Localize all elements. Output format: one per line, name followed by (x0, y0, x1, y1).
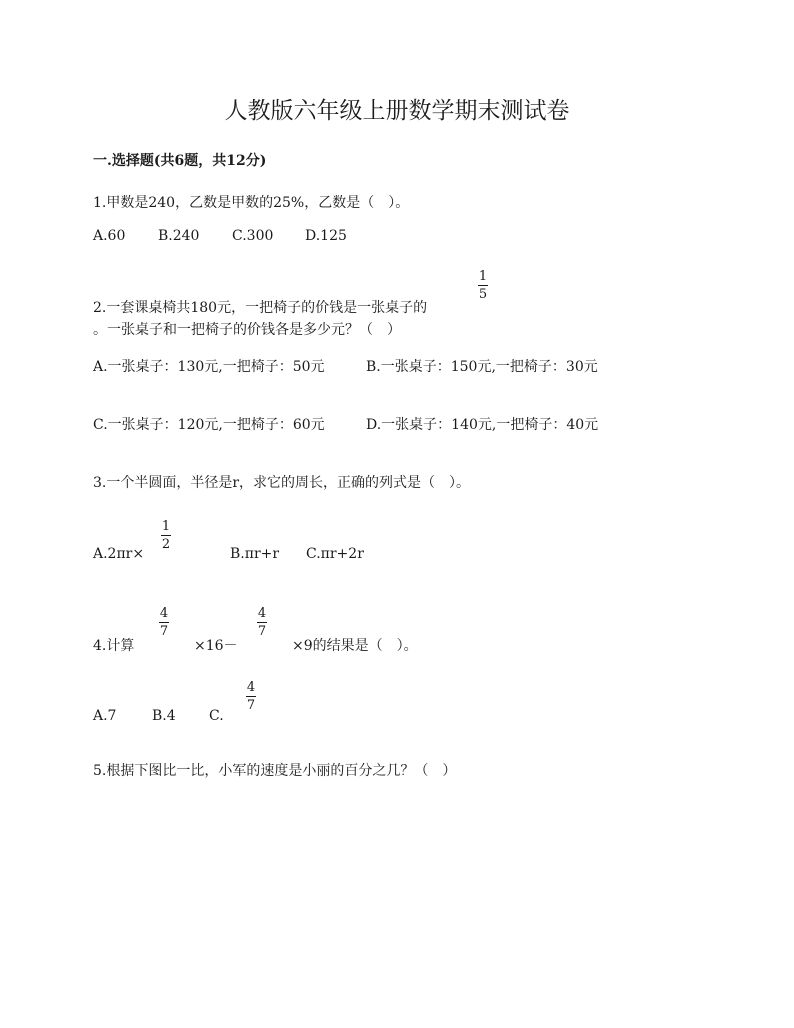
question-3-option-b: B.πr+r (230, 546, 280, 562)
question-4-option-a: A.7 (93, 708, 117, 724)
question-2-option-d: D.一张桌子：140元,一把椅子：40元 (366, 417, 599, 433)
question-4-option-c: C. (209, 708, 224, 724)
fraction-denominator: 2 (161, 537, 171, 552)
fraction-denominator: 7 (159, 624, 169, 639)
question-3-option-a: A.2πr× (93, 546, 145, 562)
fraction-denominator: 5 (478, 287, 488, 302)
fraction-numerator: 4 (257, 606, 267, 621)
fraction-bar (159, 622, 169, 623)
question-1-option-c: C.300 (232, 228, 274, 244)
section-heading: 一.选择题(共6题，共12分) (93, 153, 267, 169)
fraction-numerator: 4 (246, 680, 256, 695)
question-1-option-b: B.240 (158, 228, 200, 244)
question-2-stem-line1: 2.一套课桌椅共180元，一把椅子的价钱是一张桌子的 (93, 300, 428, 316)
question-2-stem-line2: 。一张桌子和一把椅子的价钱各是多少元？（ ） (93, 322, 401, 338)
fraction-denominator: 7 (257, 624, 267, 639)
question-4-option-b: B.4 (152, 708, 176, 724)
question-2-fraction (478, 270, 488, 302)
question-4-middle-expression: ×16－ (194, 638, 238, 654)
question-2-option-a: A.一张桌子：130元,一把椅子：50元 (93, 359, 325, 375)
fraction-numerator: 1 (478, 269, 488, 284)
question-4-fraction-2 (257, 607, 267, 639)
fraction-numerator: 4 (159, 606, 169, 621)
page-title: 人教版六年级上册数学期末测试卷 (224, 98, 570, 124)
question-1-stem: 1.甲数是240，乙数是甲数的25%，乙数是（ ）。 (93, 195, 410, 211)
question-3-fraction (161, 520, 171, 552)
fraction-bar (246, 696, 256, 697)
question-2-option-b: B.一张桌子：150元,一把椅子：30元 (366, 359, 598, 375)
fraction-bar (161, 535, 171, 536)
question-4-fraction-1 (159, 607, 169, 639)
question-1-option-d: D.125 (305, 228, 347, 244)
question-2-option-c: C.一张桌子：120元,一把椅子：60元 (93, 417, 325, 433)
question-4-label: 4.计算 (93, 638, 135, 654)
question-5-stem: 5.根据下图比一比，小军的速度是小丽的百分之几？（ ） (93, 763, 457, 779)
question-3-option-c: C.πr+2r (306, 546, 364, 562)
question-4-tail: ×9的结果是（ ）。 (292, 638, 418, 654)
question-1-option-a: A.60 (93, 228, 126, 244)
question-3-stem: 3.一个半圆面，半径是r，求它的周长，正确的列式是（ ）。 (93, 475, 471, 491)
fraction-bar (478, 285, 488, 286)
fraction-numerator: 1 (161, 519, 171, 534)
fraction-denominator: 7 (246, 698, 256, 713)
question-4-fraction-3 (246, 681, 256, 713)
fraction-bar (257, 622, 267, 623)
